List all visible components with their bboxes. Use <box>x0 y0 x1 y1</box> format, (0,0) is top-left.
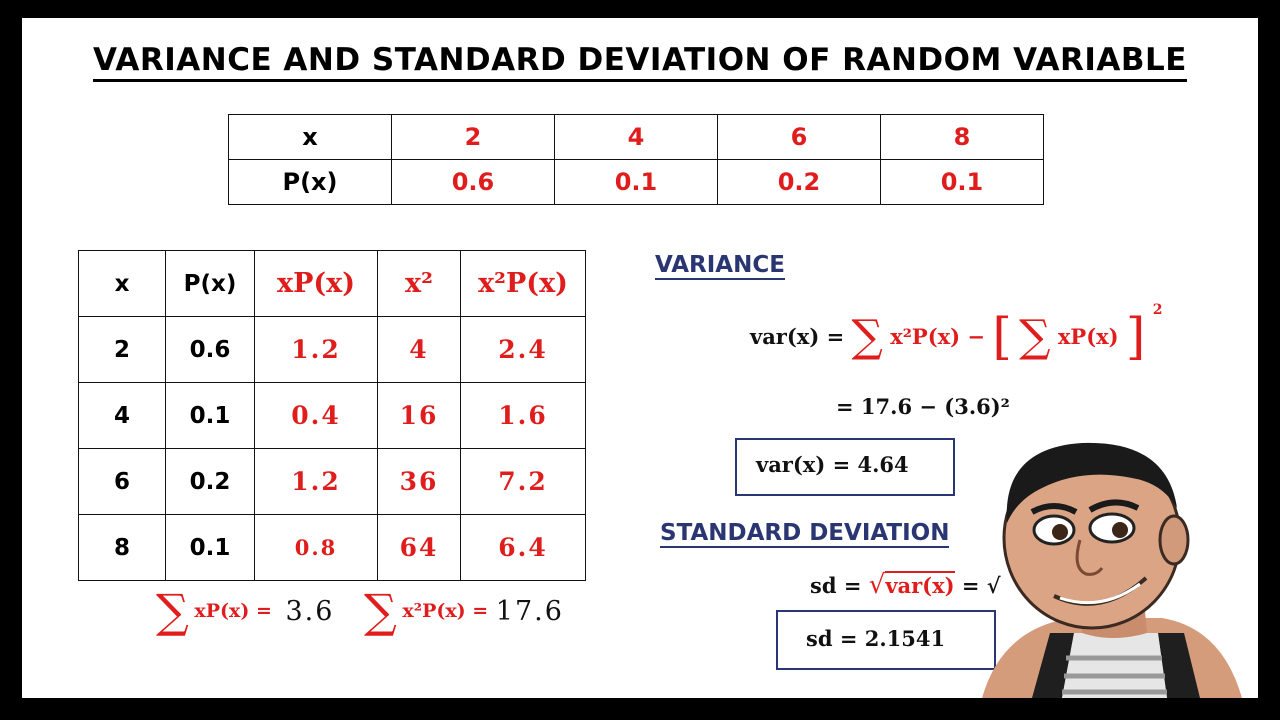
sd-heading: STANDARD DEVIATION <box>660 520 950 546</box>
table-row <box>79 449 586 515</box>
cell-px: 0.6 <box>166 317 255 383</box>
x-label-cell: x <box>229 115 392 160</box>
sigma-icon: ∑ <box>156 584 189 638</box>
p-label-cell: P(x) <box>229 160 392 205</box>
sqrt-icon: √ <box>868 570 886 600</box>
p-value-cell: 0.1 <box>555 160 718 205</box>
table-row <box>229 115 1044 160</box>
x-value-cell: 2 <box>392 115 555 160</box>
sd-result: sd = 2.1541 <box>806 626 946 651</box>
cell-x: 2 <box>79 317 166 383</box>
sigma-icon: ∑ <box>1019 311 1051 362</box>
table-row <box>79 383 586 449</box>
variance-step: = 17.6 − (3.6)² <box>836 394 1010 419</box>
cell-px: 0.1 <box>166 515 255 581</box>
cell-px: 0.2 <box>166 449 255 515</box>
cell-xpx: 1.2 <box>255 317 378 383</box>
header-px: P(x) <box>166 251 255 317</box>
table-row <box>79 515 586 581</box>
sd-formula: sd = √var(x) = √ <box>810 570 1001 600</box>
page-title: VARIANCE AND STANDARD DEVIATION OF RANDOM VARIABLE <box>22 42 1258 78</box>
cell-x2: 36 <box>378 449 461 515</box>
distribution-table <box>228 114 1044 205</box>
sum-x2px: ∑ x²P(x) = 17.6 <box>364 584 564 638</box>
cell-x2: 64 <box>378 515 461 581</box>
cell-x2: 4 <box>378 317 461 383</box>
cell-x2px: 7.2 <box>461 449 586 515</box>
cell-x: 6 <box>79 449 166 515</box>
variance-formula: var(x) = ∑ x²P(x) − [ ∑ xP(x) ] $^2$ <box>750 302 1163 366</box>
header-xpx: xP(x) <box>255 251 378 317</box>
sigma-icon: ∑ <box>364 584 397 638</box>
calculation-table <box>78 250 586 581</box>
variance-result: var(x) = 4.64 <box>756 452 909 477</box>
header-x2px: x²P(x) <box>461 251 586 317</box>
x-value-cell: 6 <box>718 115 881 160</box>
cell-xpx: 0.8 <box>255 515 378 581</box>
p-value-cell: 0.1 <box>881 160 1044 205</box>
cell-x: 4 <box>79 383 166 449</box>
table-row <box>229 160 1044 205</box>
slide <box>22 18 1258 698</box>
cell-xpx: 0.4 <box>255 383 378 449</box>
cartoon-character-illustration <box>962 428 1258 698</box>
cell-px: 0.1 <box>166 383 255 449</box>
cell-x2px: 1.6 <box>461 383 586 449</box>
cell-x2: 16 <box>378 383 461 449</box>
cell-x: 8 <box>79 515 166 581</box>
x-value-cell: 8 <box>881 115 1044 160</box>
cell-x2px: 6.4 <box>461 515 586 581</box>
header-x: x <box>79 251 166 317</box>
sigma-icon: ∑ <box>851 311 883 362</box>
p-value-cell: 0.2 <box>718 160 881 205</box>
cell-x2px: 2.4 <box>461 317 586 383</box>
right-bracket: ] <box>1125 307 1146 366</box>
sum-xpx: ∑ xP(x) = 3.6 <box>156 584 335 638</box>
variance-heading: VARIANCE <box>655 252 785 278</box>
table-row <box>79 317 586 383</box>
cell-xpx: 1.2 <box>255 449 378 515</box>
p-value-cell: 0.6 <box>392 160 555 205</box>
table-header-row <box>79 251 586 317</box>
x-value-cell: 4 <box>555 115 718 160</box>
left-bracket: [ <box>992 307 1012 366</box>
header-x2: x² <box>378 251 461 317</box>
